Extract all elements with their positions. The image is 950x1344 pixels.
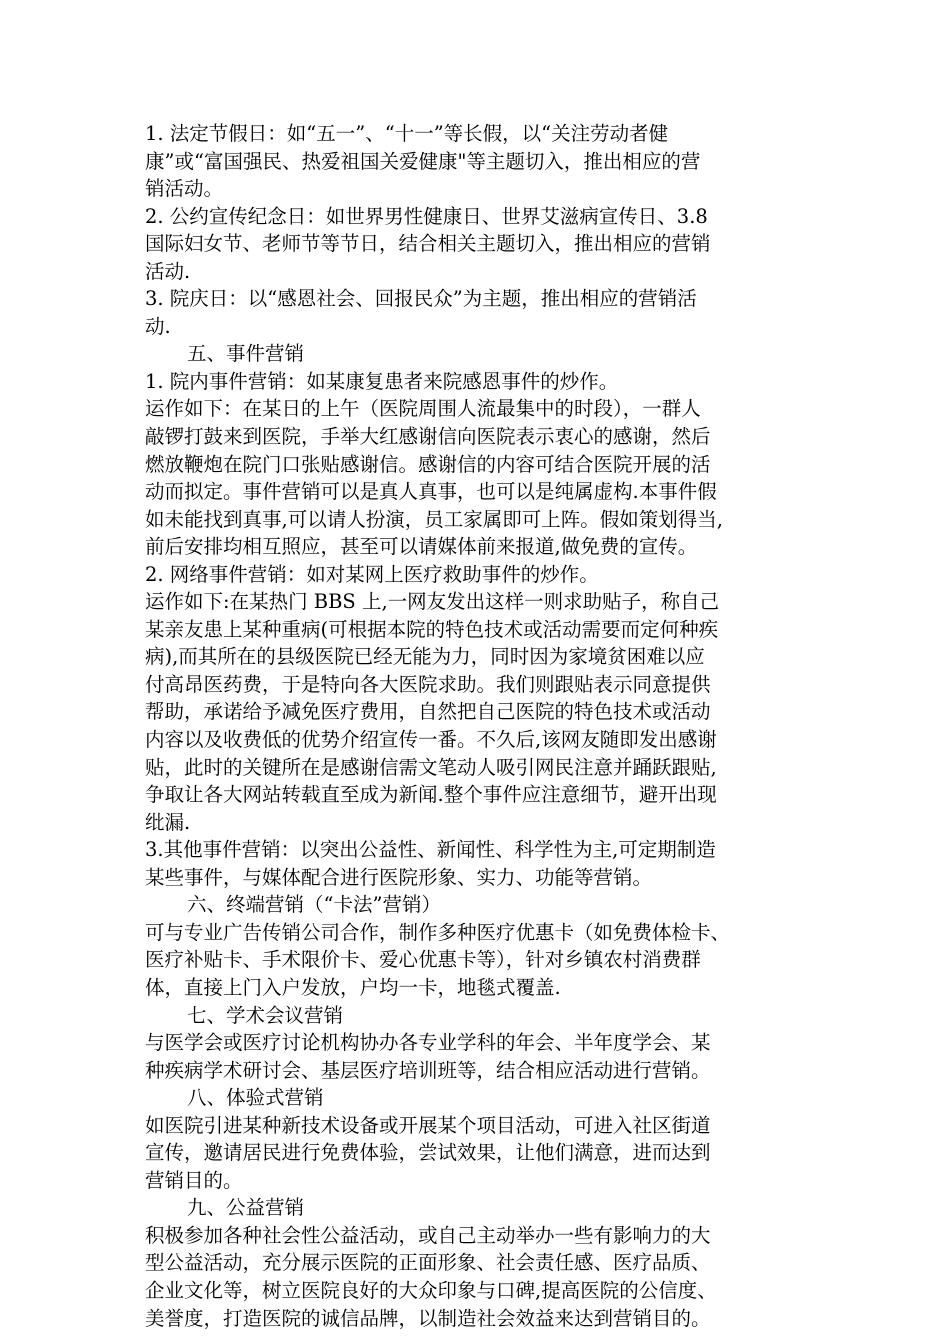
text-line: 2. 公约宣传纪念日：如世界男性健康日、世界艾滋病宣传日、3.8 (145, 204, 708, 228)
text-line: 敲锣打鼓来到医院，手举大红感谢信向医院表示衷心的感谢，然后 (145, 425, 711, 449)
text-line: 企业文化等，树立医院良好的大众印象与口碑,提高医院的公信度、 (145, 1278, 717, 1302)
text-line: 运作如下：在某日的上午（医院周围人流最集中的时段），一群人 (145, 397, 701, 421)
text-line: 纰漏. (145, 810, 191, 834)
section-heading: 八、体验式营销 (187, 1086, 324, 1110)
section-heading: 九、公益营销 (187, 1196, 305, 1220)
text-line: 1. 法定节假日：如“五一”、“十一”等长假，以“关注劳动者健 (145, 122, 669, 145)
text-line: 2. 网络事件营销：如对某网上医疗救助事件的炒作。 (145, 562, 599, 586)
text-line: 付高昂医药费，于是特向各大医院求助。我们则跟贴表示同意提供 (145, 672, 711, 696)
section-heading: 五、事件营销 (187, 342, 305, 366)
text-line: 燃放鞭炮在院门口张贴感谢信。感谢信的内容可结合医院开展的活 (145, 452, 711, 476)
text-line: 如医院引进某种新技术设备或开展某个项目活动，可进入社区街道 (145, 1113, 711, 1137)
text-line: 体，直接上门入户发放，户均一卡，地毯式覆盖. (145, 975, 561, 999)
text-line: 康”或“富国强民、热爱祖国关爱健康"等主题切入，推出相应的营 (145, 149, 701, 173)
text-line: 积极参加各种社会性公益活动，或自己主动举办一些有影响力的大 (145, 1223, 711, 1247)
text-line: 帮助，承诺给予减免医疗费用，自然把自己医院的特色技术或活动 (145, 700, 711, 724)
text-line: 动而拟定。事件营销可以是真人真事，也可以是纯属虚构.本事件假 (145, 480, 717, 504)
text-line: 与医学会或医疗讨论机构协办各专业学科的年会、半年度学会、某 (145, 1031, 711, 1055)
text-line: 争取让各大网站转载直至成为新闻.整个事件应注意细节，避开出现 (145, 783, 717, 807)
text-line: 如未能找到真事,可以请人扮演，员工家属即可上阵。假如策划得当, (145, 507, 723, 531)
text-line: 可与专业广告传销公司合作，制作多种医疗优惠卡（如免费体检卡、 (145, 920, 731, 944)
text-line: 型公益活动，充分展示医院的正面形象、社会责任感、医疗品质、 (145, 1251, 711, 1275)
text-line: 医疗补贴卡、手术限价卡、爱心优惠卡等），针对乡镇农村消费群 (145, 948, 701, 972)
text-line: 销活动。 (145, 177, 224, 201)
text-line: 某些事件，与媒体配合进行医院形象、实力、功能等营销。 (145, 865, 653, 889)
text-line: 贴，此时的关键所在是感谢信需文笔动人吸引网民注意并踊跃跟贴, (145, 755, 717, 779)
text-line: 宣传，邀请居民进行免费体验，尝试效果，让他们满意，进而达到 (145, 1141, 711, 1165)
text-line: 种疾病学术研讨会、基层医疗培训班等，结合相应活动进行营销。 (145, 1058, 711, 1082)
text-line: 美誉度，打造医院的诚信品牌，以制造社会效益来达到营销目的。 (145, 1306, 711, 1330)
text-line: 1. 院内事件营销：如某康复患者来院感恩事件的炒作。 (145, 369, 619, 393)
text-line: 运作如下:在某热门 BBS 上,一网友发出这样一则求助贴子，称自己 (145, 590, 720, 614)
text-line: 3. 院庆日：以“感恩社会、回报民众”为主题，推出相应的营销活 (145, 287, 697, 311)
text-line: 3.其他事件营销：以突出公益性、新闻性、科学性为主,可定期制造 (145, 838, 716, 862)
document-page (145, 120, 810, 1332)
text-line: 活动. (145, 259, 191, 283)
text-line: 国际妇女节、老师节等节日，结合相关主题切入，推出相应的营销 (145, 232, 711, 256)
text-line: 某亲友患上某种重病(可根据本院的特色技术或活动需要而定何种疾 (145, 617, 719, 641)
text-line: 内容以及收费低的优势介绍宣传一番。不久后,该网友随即发出感谢 (145, 728, 717, 752)
text-line: 前后安排均相互照应，甚至可以请媒体前来报道,做免费的宣传。 (145, 535, 698, 559)
section-heading: 七、学术会议营销 (187, 1003, 344, 1027)
text-line: 营销目的。 (145, 1168, 243, 1192)
text-line: 动. (145, 314, 171, 338)
text-line: 病),而其所在的县级医院已经无能为力，同时因为家境贫困难以应 (145, 645, 705, 669)
section-heading: 六、终端营销（“卡法”营销） (187, 893, 441, 917)
